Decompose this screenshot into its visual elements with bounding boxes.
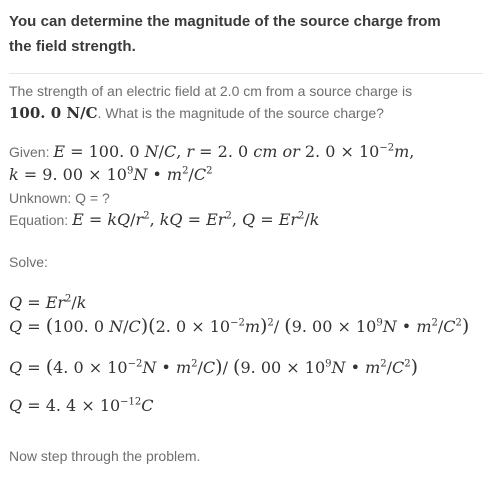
field-value: 100. 0 N/C xyxy=(9,104,98,122)
given-equation: E = 100. 0 N/C, r = 2. 0 cm or 2. $0 \times 10^{-2}m$, xyxy=(53,142,415,161)
coulomb-constant: k = 9. $00 \times 10^9N$ • $m^2/C^2$ xyxy=(9,165,213,184)
solution-step-2: Q = (100. 0 N/C)(2. $0 \times 10^{-2}m)^2/$ (9. $00 \times 10^9N$ • $m^2/C^2$) xyxy=(9,315,470,337)
heading-line-2: the field strength. xyxy=(9,38,136,55)
divider xyxy=(9,73,483,74)
equation-formula: $E = kQ/r^2$, kQ = $Er^2$, $Q = Er^2/k$ xyxy=(72,210,320,229)
solution-result: Q = 4. $4 \times 10^{-12}C$ xyxy=(9,396,154,415)
solution-step-1: $Q = Er^2/k$ xyxy=(9,293,87,312)
unknown-line: Unknown: Q = ? xyxy=(9,190,110,206)
equation-line xyxy=(9,209,483,231)
heading-line-1: You can determine the magnitude of the source charge from xyxy=(9,13,441,30)
problem-line-2 xyxy=(9,102,483,124)
equation-label: Equation: xyxy=(9,212,73,228)
footer-text: Now step through the problem. xyxy=(9,448,201,464)
solution-step-3: Q = (4. $0 \times 10^{-2}N$ • $m^2/C)/$ (9. $00 \times 10^9N$ • $m^2/C^2$) xyxy=(9,356,419,378)
problem-question: . What is the magnitude of the source charge? xyxy=(97,105,384,121)
solve-label: Solve: xyxy=(9,254,48,270)
given-line xyxy=(9,141,483,163)
givens-block xyxy=(9,141,483,231)
constant-line xyxy=(9,164,483,186)
problem-line-1: The strength of an electric field at 2.0 cm from a source charge is xyxy=(9,83,413,99)
problem-statement xyxy=(9,81,483,124)
solution-block xyxy=(9,291,483,418)
given-label: Given: xyxy=(9,144,54,160)
